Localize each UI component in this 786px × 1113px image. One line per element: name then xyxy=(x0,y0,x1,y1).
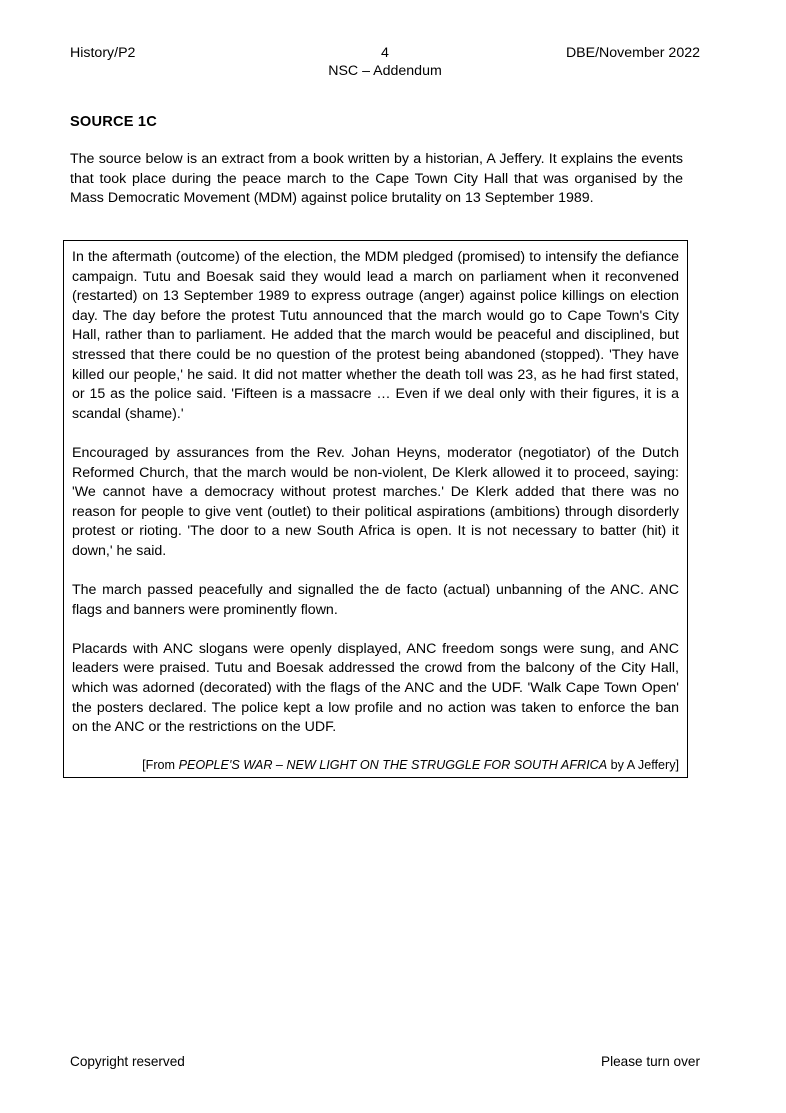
header-subject: History/P2 xyxy=(70,45,136,61)
page-footer xyxy=(70,1053,700,1073)
header-subtitle: NSC – Addendum xyxy=(328,63,442,79)
footer-copyright: Copyright reserved xyxy=(70,1054,185,1069)
source-extract-box xyxy=(63,240,688,778)
source-paragraph: Encouraged by assurances from the Rev. Johan Heyns, moderator (negotiator) of the Dutch Reformed Church, that the march would be non-violent, De Klerk allowed it to proceed, saying: 'We cannot have a democracy without protest marches.' De Klerk added that there was no reason for people to give vent (outlet) to their political aspirations (ambitions) through disorderly protest or rioting. 'The door to a new South Africa is open. It is not necessary to batter (hit) it down,' he said. xyxy=(72,444,679,559)
header-exam-session: DBE/November 2022 xyxy=(565,45,700,61)
source-paragraph: In the aftermath (outcome) of the election, the MDM pledged (promised) to intensify the defiance campaign. Tutu and Boesak said they would lead a march on parliament when it reconvened (restarted) on 13 September 1989 to express outrage (anger) against police killings on election day. The day before the protest Tutu announced that the march would go to Cape Town's City Hall, rather than to parliament. He added that the march would be peaceful and disciplined, but stressed that there could be no question of the protest being abandoned (stopped). 'They have killed our people,' he said. It did not matter whether the death toll was 23, as he had first stated, or 15 as the police said. 'Fifteen is a massacre … Even if we deal only with their figures, it is a scandal (shame).' xyxy=(72,249,679,422)
source-heading: SOURCE 1C xyxy=(70,114,157,130)
source-attribution xyxy=(72,757,679,773)
attribution-suffix: by A Jeffery] xyxy=(607,757,679,772)
footer-turn-over: Please turn over xyxy=(601,1054,700,1069)
source-intro-text: The source below is an extract from a book written by a historian, A Jeffery. It explains the events that took place during the peace march to the Cape Town City Hall that was organised by the Mass Democratic Movement (MDM) against police brutality on 13 September 1989. xyxy=(70,151,683,207)
attribution-prefix: [From xyxy=(142,757,179,772)
source-paragraph: The march passed peacefully and signalled the de facto (actual) unbanning of the ANC. ANC flags and banners were prominently flown. xyxy=(72,582,679,618)
page-header xyxy=(70,44,700,90)
page-number: 4 xyxy=(381,45,389,61)
attribution-book-title: PEOPLE'S WAR – NEW LIGHT ON THE STRUGGLE FOR SOUTH AFRICA xyxy=(178,757,608,772)
source-paragraph: Placards with ANC slogans were openly displayed, ANC freedom songs were sung, and ANC leaders were praised. Tutu and Boesak addressed the crowd from the balcony of the City Hall, which was adorned (decorated) with the flags of the ANC and the UDF. 'Walk Cape Town Open' the posters declared. The police kept a low profile and no action was taken to enforce the ban on the ANC or the restrictions on the UDF. xyxy=(72,640,679,736)
